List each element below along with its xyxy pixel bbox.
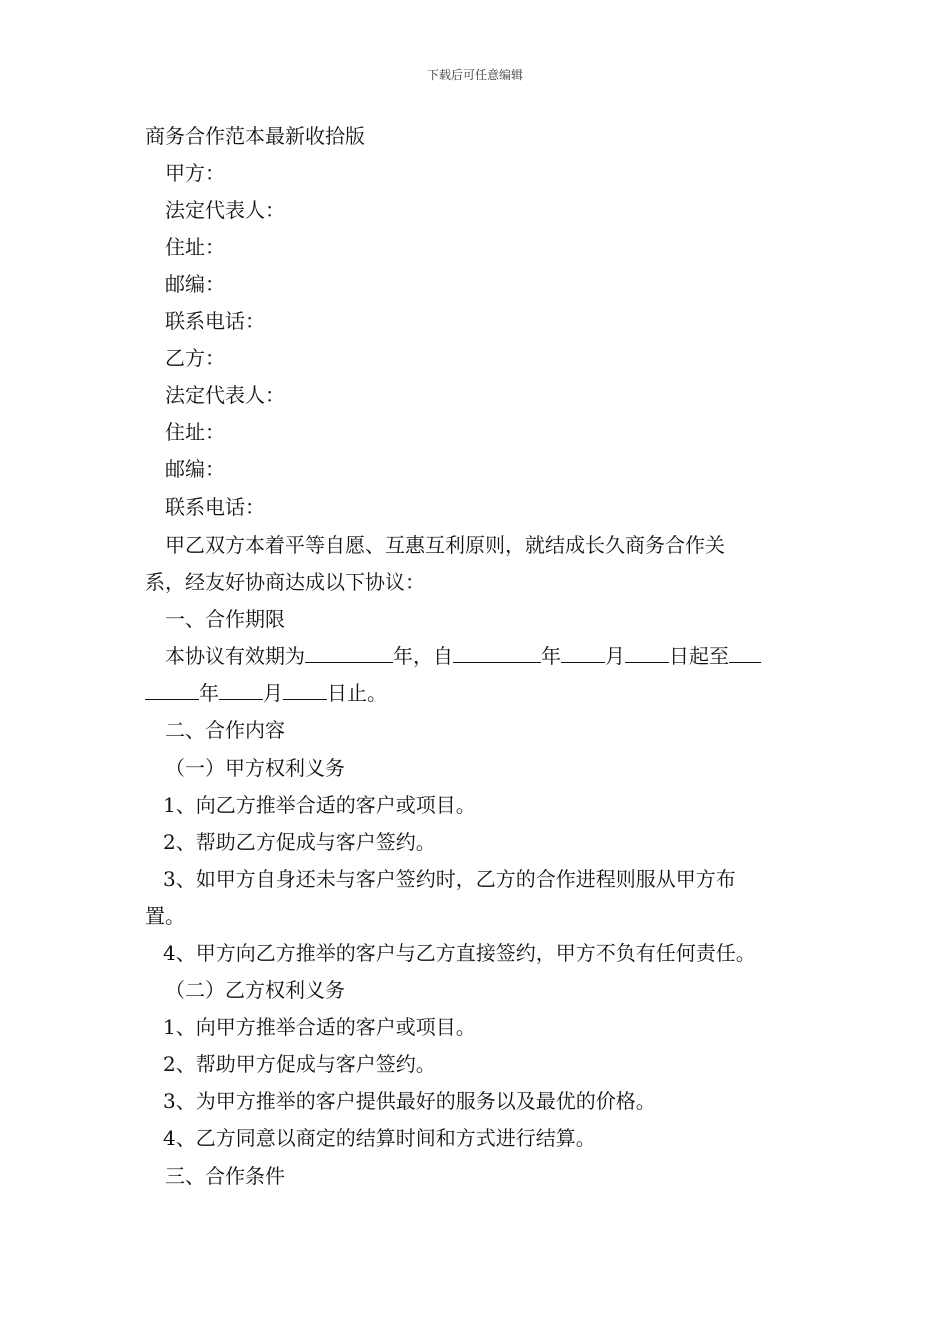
party-a-name-label: 甲方： [165,161,225,185]
intro-line-1: 甲乙双方本着平等自愿、互惠互利原则，就结成长久商务合作关 [165,533,725,557]
party-a-rep-label: 法定代表人： [165,198,285,222]
term-text-end-month: 月 [263,681,283,705]
term-text-year-from: 年，自 [393,644,453,668]
section-2-heading: 二、合作内容 [165,718,285,742]
party-b-name-label: 乙方： [165,346,225,370]
party-b-duty-1: 1、向甲方推举合适的客户或项目。 [163,1015,476,1039]
party-b-duty-4: 4、乙方同意以商定的结算时间和方式进行结算。 [163,1126,596,1150]
term-text-end-year: 年 [199,681,219,705]
document-title: 商务合作范本最新收拾版 [145,124,365,148]
party-a-duty-3-line-1: 3、如甲方自身还未与客户签约时，乙方的合作进程则服从甲方布 [163,867,736,891]
blank-end-day [283,681,327,700]
term-text-validity: 本协议有效期为 [165,644,305,668]
term-line-2 [145,679,387,707]
term-line-1 [165,642,761,670]
term-text-day-to: 日起至 [669,644,729,668]
party-a-duty-3-line-2: 置。 [145,904,185,928]
party-a-postcode-label: 邮编： [165,272,225,296]
party-a-address-label: 住址： [165,235,225,259]
party-b-postcode-label: 邮编： [165,457,225,481]
section-2-sub-a: （一）甲方权利义务 [165,756,345,780]
blank-start-year [453,644,541,663]
term-text-year: 年 [541,644,561,668]
party-b-rep-label: 法定代表人： [165,383,285,407]
section-2-sub-b: （二）乙方权利义务 [165,978,345,1002]
blank-start-month [561,644,605,663]
party-a-phone-label: 联系电话： [165,309,265,333]
blank-years [305,644,393,663]
section-3-heading: 三、合作条件 [165,1164,285,1188]
party-b-duty-2: 2、帮助甲方促成与客户签约。 [163,1052,436,1076]
blank-start-day [625,644,669,663]
blank-end-year-part-2 [145,681,199,700]
term-text-month: 月 [605,644,625,668]
term-text-end: 日止。 [327,681,387,705]
party-b-duty-3: 3、为甲方推举的客户提供最好的服务以及最优的价格。 [163,1089,656,1113]
party-a-duty-2: 2、帮助乙方促成与客户签约。 [163,830,436,854]
intro-line-2: 系，经友好协商达成以下协议： [145,570,425,594]
party-b-address-label: 住址： [165,420,225,444]
page-header: 下载后可任意编辑 [426,68,523,82]
party-a-duty-1: 1、向乙方推举合适的客户或项目。 [163,793,476,817]
blank-end-month [219,681,263,700]
blank-end-year-part-1 [729,644,761,663]
party-b-phone-label: 联系电话： [165,495,265,519]
section-1-heading: 一、合作期限 [165,607,285,631]
party-a-duty-4: 4、甲方向乙方推举的客户与乙方直接签约，甲方不负有任何责任。 [163,941,756,965]
